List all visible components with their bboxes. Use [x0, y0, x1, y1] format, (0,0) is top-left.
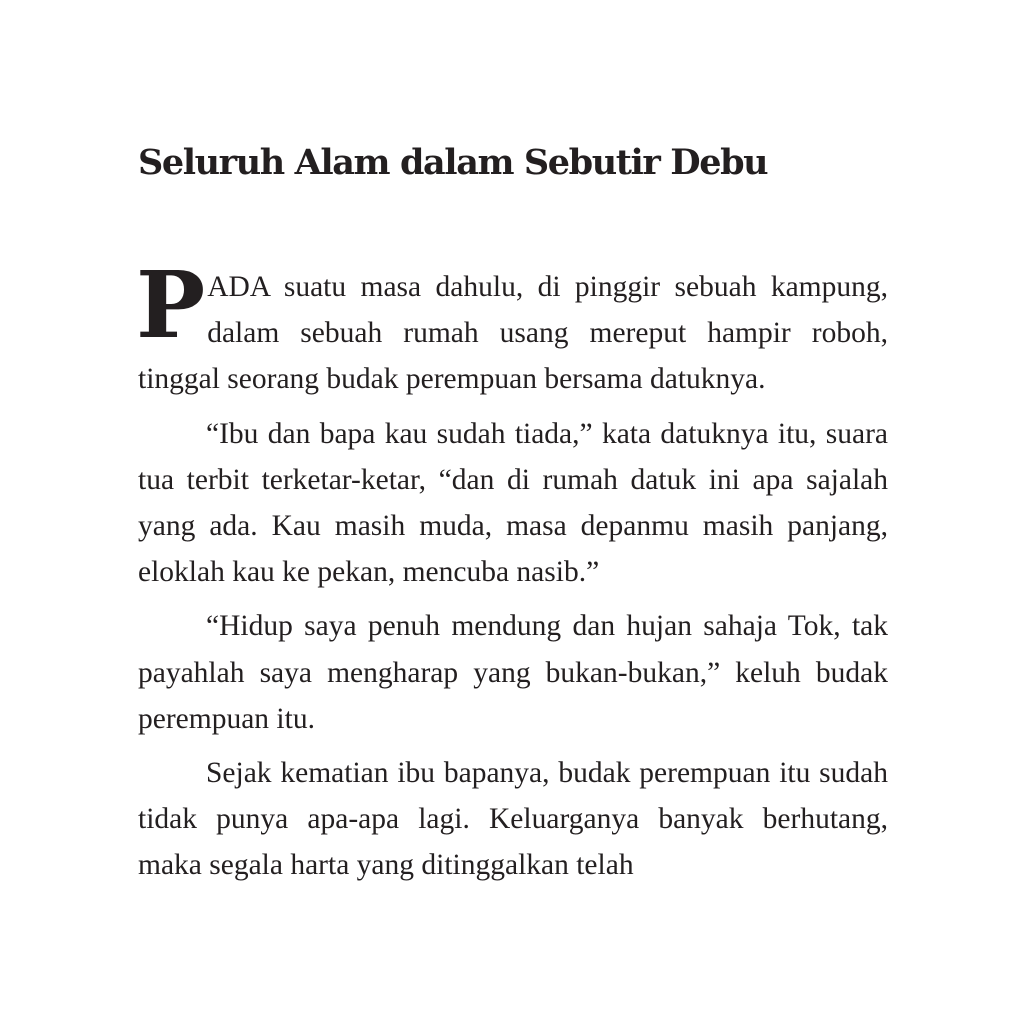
chapter-title: Seluruh Alam dalam Sebutir Debu	[138, 142, 768, 183]
paragraph-1-text: ADA suatu masa dahulu, di pinggir sebuah kampung, dalam sebuah rumah usang mereput hampir roboh, tinggal seorang budak perempuan bersama datuknya.	[138, 271, 888, 396]
paragraph-4: Sejak kematian ibu bapanya, budak perempuan itu sudah tidak punya apa-apa lagi. Keluarganya banyak berhutang, maka segala harta yang ditinggalkan telah	[138, 757, 888, 882]
paragraph-3: “Hidup saya penuh mendung dan hujan sahaja Tok, tak payahlah saya mengharap yang bukan-bukan,” keluh budak perempuan itu.	[138, 610, 888, 735]
paragraph-2: “Ibu dan bapa kau sudah tiada,” kata datuknya itu, suara tua terbit terketar-ketar, “dan di rumah datuk ini apa sajalah yang ada. Kau masih muda, masa depanmu masih panjang, eloklah kau ke pekan, mencuba nasib.”	[138, 417, 888, 589]
drop-cap: P	[136, 251, 206, 359]
paragraph-1	[136, 251, 888, 403]
body-text	[136, 251, 888, 889]
